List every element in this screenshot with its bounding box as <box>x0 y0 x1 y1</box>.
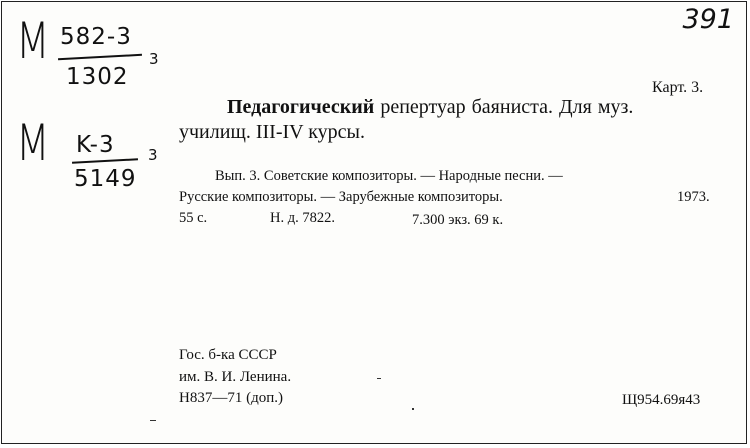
pages: 55 с. <box>179 210 208 226</box>
description-line-2 <box>179 189 503 206</box>
catalog-card <box>1 1 747 444</box>
shelfmark-1-divider <box>58 54 142 60</box>
ink-speck <box>412 408 414 410</box>
shelfmark-1-mark: 3 <box>149 50 159 68</box>
description-line-2-text: Русские композиторы. — Зарубежные композиторы. <box>179 189 503 205</box>
shelfmark-1-letter: M <box>16 12 50 70</box>
shelfmark-1-top: 582-3 <box>60 24 132 50</box>
kart-label: Карт. 3. <box>652 79 704 96</box>
shelfmark-2-top: K-3 <box>76 132 115 158</box>
shelfmark-1-bottom: 1302 <box>66 64 129 90</box>
shelfmark-2-letter: M <box>16 114 50 172</box>
title-bold-word: Педагогический <box>227 96 375 118</box>
ink-speck <box>377 378 381 379</box>
shelfmark-2-divider <box>72 158 138 163</box>
title-rest: репертуар баяниста. Для муз. <box>374 96 634 118</box>
library-line-2: им. В. И. Ленина. <box>179 369 292 385</box>
library-line-1: Гос. б-ка СССР <box>179 347 277 363</box>
description-line-1: Вып. 3. Советские композиторы. — Народные песни. — <box>215 168 563 184</box>
classification-code: Щ954.69я43 <box>622 392 701 408</box>
publication-year: 1973. <box>677 189 710 205</box>
library-line-3: Н837—71 (доп.) <box>179 390 283 406</box>
shelfmark-2-mark: 3 <box>148 146 158 164</box>
handwritten-card-number: 391 <box>682 4 734 35</box>
title-line-2: училищ. III-IV курсы. <box>179 121 365 143</box>
title-line-1 <box>227 96 633 119</box>
ink-speck <box>150 420 156 421</box>
print-run-price: 7.300 экз. 69 к. <box>412 212 504 228</box>
shelfmark-2-bottom: 5149 <box>74 166 137 192</box>
plate-number: Н. д. 7822. <box>270 210 335 226</box>
